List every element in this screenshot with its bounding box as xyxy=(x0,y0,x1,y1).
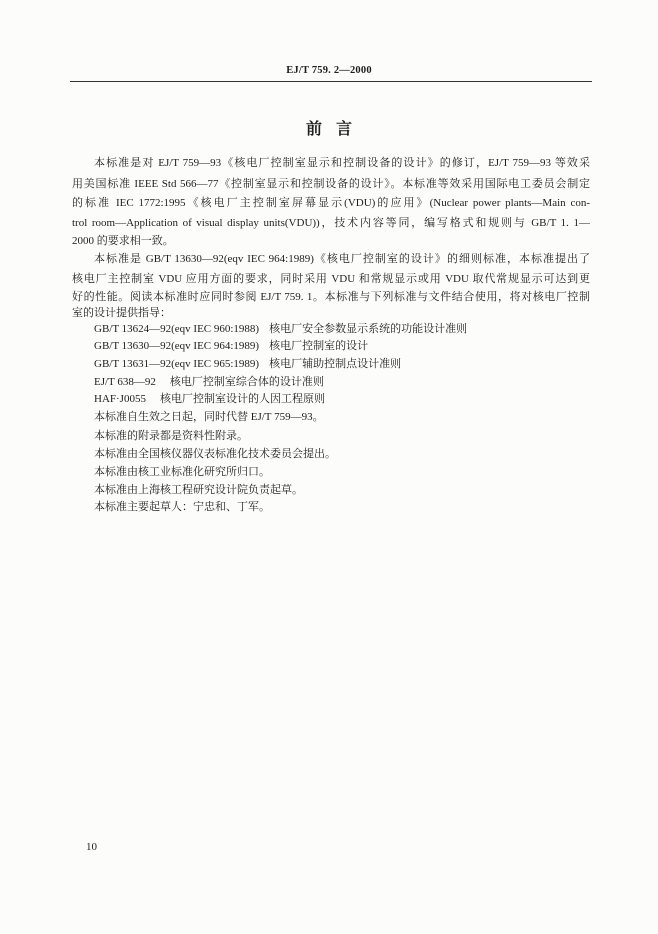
statement-line: 本标准主要起草人：宁忠和、丁军。 xyxy=(94,501,270,513)
reference-item xyxy=(94,374,590,390)
reference-code: GB/T 13631—92(eqv IEC 965:1989) xyxy=(94,358,260,370)
text-line: 核电厂主控制室 VDU 应用方面的要求，同时采用 VDU 和常规显示或用 VDU 取代常规显示可达到更 xyxy=(72,273,590,285)
reference-item xyxy=(94,356,590,372)
text-line: 2000 的要求相一致。 xyxy=(72,235,174,247)
header-rule xyxy=(70,81,592,82)
text-line: trol room—Application of visual display units(VDU))，技术内容等同，编写格式和规则与 GB/T 1. 1— xyxy=(72,217,590,229)
page-title: 前言 xyxy=(305,121,366,138)
text-line: 本标准是对 EJ/T 759—93《核电厂控制室显示和控制设备的设计》的修订，EJ/T 759—93 等效采 xyxy=(94,157,590,169)
reference-title: 核电厂控制室设计的人因工程原则 xyxy=(159,393,325,405)
reference-code: HAF·J0055 xyxy=(94,393,146,405)
reference-title: 核电厂控制室综合体的设计准则 xyxy=(169,376,324,388)
text-line: 本标准是 GB/T 13630—92(eqv IEC 964:1989)《核电厂控制室的设计》的细则标准，本标准提出了 xyxy=(94,253,590,265)
reference-code: GB/T 13624—92(eqv IEC 960:1988) xyxy=(94,323,260,335)
statement-line: 本标准由上海核工程研究设计院负责起草。 xyxy=(94,484,303,496)
reference-item xyxy=(94,338,590,354)
text-line: 好的性能。阅读本标准时应同时参阅 EJ/T 759. 1。本标准与下列标准与文件结合使用，将对核电厂控制 xyxy=(72,291,590,303)
statement-line: 本标准由全国核仪器仪表标准化技术委员会提出。 xyxy=(94,448,336,460)
reference-title: 核电厂控制室的设计 xyxy=(269,340,369,352)
text-line: 用美国标准 IEEE Std 566—77《控制室显示和控制设备的设计》。本标准等效采用国际电工委员会制定 xyxy=(72,178,590,190)
text-line: 的标准 IEC 1772:1995《核电厂主控制室屏幕显示(VDU)的应用》(Nuclear power plants—Main con- xyxy=(72,197,590,209)
statement-line: 本标准自生效之日起，同时代替 EJ/T 759—93。 xyxy=(94,411,324,423)
reference-title: 核电厂安全参数显示系统的功能设计准则 xyxy=(269,323,468,335)
statement-line: 本标准由核工业标准化研究所归口。 xyxy=(94,466,270,478)
reference-item xyxy=(94,321,590,337)
text-line: 室的设计提供指导： xyxy=(72,307,171,319)
reference-code: EJ/T 638—92 xyxy=(94,376,156,388)
reference-code: GB/T 13630—92(eqv IEC 964:1989) xyxy=(94,340,260,352)
statement-line: 本标准的附录都是资料性附录。 xyxy=(94,430,248,442)
reference-title: 核电厂辅助控制点设计准则 xyxy=(269,358,402,370)
page-number: 10 xyxy=(86,841,97,853)
reference-item xyxy=(94,391,590,407)
running-header-standard-code: EJ/T 759. 2—2000 xyxy=(286,65,372,76)
